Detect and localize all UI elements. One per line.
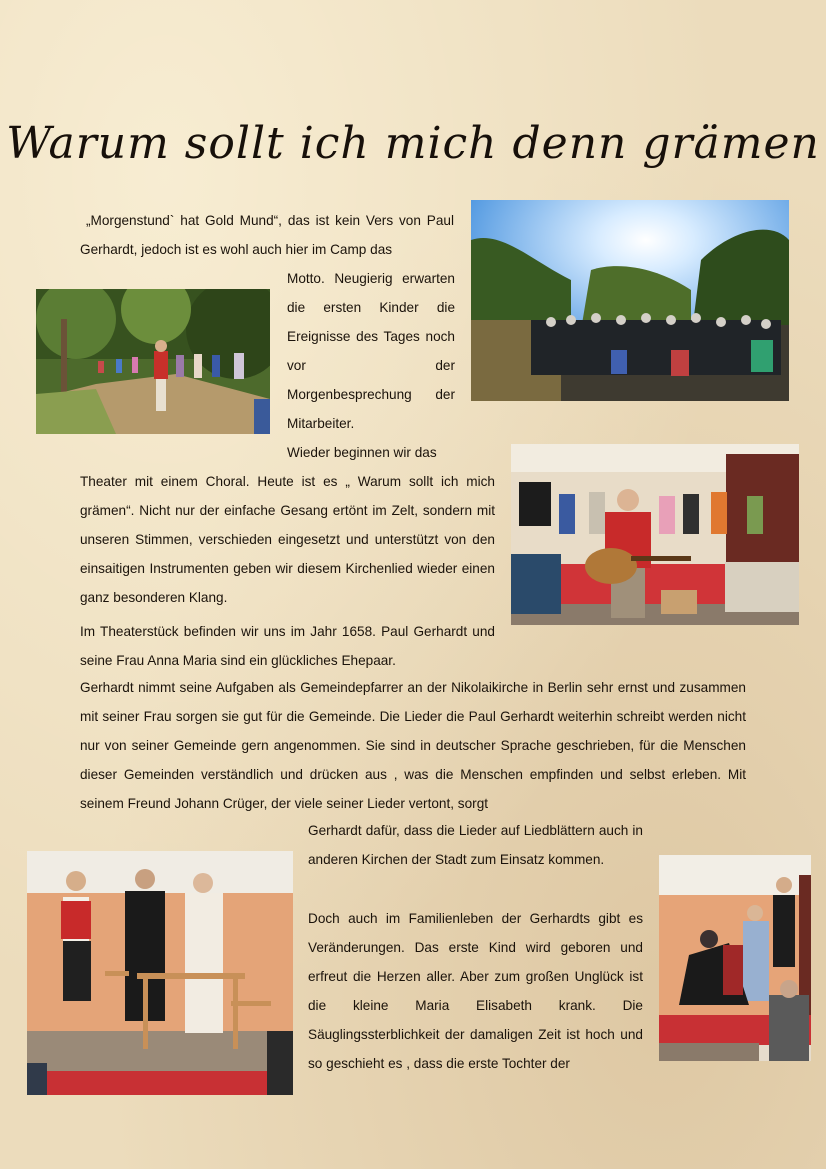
- paragraph-3-body: [80, 673, 746, 818]
- paragraph-2-text: Theater mit einem Choral. Heute ist es „ Warum sollt ich mich grämen“. Nicht nur der einfache Gesang ertönt im Zelt, sondern mit unseren Stimmen, verschieden eingesetzt und unterstützt von den einsaitigen Instrumenten geben wir diesem Kirchenlied wieder einen ganz besonderen Klang.: [80, 474, 495, 605]
- paragraph-3-text: Gerhardt nimmt seine Aufgaben als Gemeindepfarrer an der Nikolaikirche in Berlin sehr ernst und zusammen mit seiner Frau sorgen sie gut für die Gemeinde. Die Lieder die Paul Gerhardt weiterhin schreibt werden nicht nur von seiner Gemeinde gern angenommen. Sie sind in deutscher Sprache geschrieben, für die Menschen dieser Gemeinden verständlich und drücken aus , was die Menschen empfinden und selbst erleben. Mit seinem Freund Johann Crüger, der viele seiner Lieder vertont, sorgt: [80, 680, 746, 811]
- paragraph-3-end: [308, 816, 643, 874]
- paragraph-3-text-start: Im Theaterstück befinden wir uns im Jahr 1658. Paul Gerhardt und seine Frau Anna Maria sind ein glückliches Ehepaar.: [80, 624, 495, 668]
- paragraph-2-body: [80, 467, 495, 612]
- paragraph-1-text-b: Motto. Neugierig erwarten die ersten Kinder die Ereignisse des Tages noch vor der Morgenbesprechung der Mitarbeiter.: [287, 271, 455, 431]
- paragraph-1-intro: [80, 206, 454, 264]
- photo-theater-kneeling: [659, 855, 811, 1061]
- paragraph-2-text-start: Wieder beginnen wir das: [287, 445, 437, 460]
- page-title: Warum sollt ich mich denn grämen: [6, 118, 820, 169]
- paragraph-4: [308, 904, 643, 1078]
- paragraph-4-text: Doch auch im Familienleben der Gerhardts gibt es Veränderungen. Das erste Kind wird geboren und erfreut die Herzen aller. Aber zum großen Unglück ist die kleine Maria Elisabeth krank. Die Säuglingssterblichkeit der damaligen Zeit ist hoch und so geschieht es , dass die erste Tochter der: [308, 911, 643, 1071]
- paragraph-1-continued: [287, 264, 455, 438]
- photo-morning-gathering: [471, 200, 789, 401]
- photo-forest-walk: [36, 289, 270, 434]
- photo-theater-scene: [27, 851, 293, 1095]
- paragraph-1-text-a: „Morgenstund` hat Gold Mund“, das ist kein Vers von Paul Gerhardt, jedoch ist es wohl auch hier im Camp das: [80, 213, 454, 257]
- paragraph-3-start: [80, 617, 495, 675]
- paragraph-3-text-end: Gerhardt dafür, dass die Lieder auf Liedblättern auch in anderen Kirchen der Stadt zum Einsatz kommen.: [308, 823, 643, 867]
- paragraph-2-start: [287, 438, 495, 467]
- photo-guitar-singing: [511, 444, 799, 625]
